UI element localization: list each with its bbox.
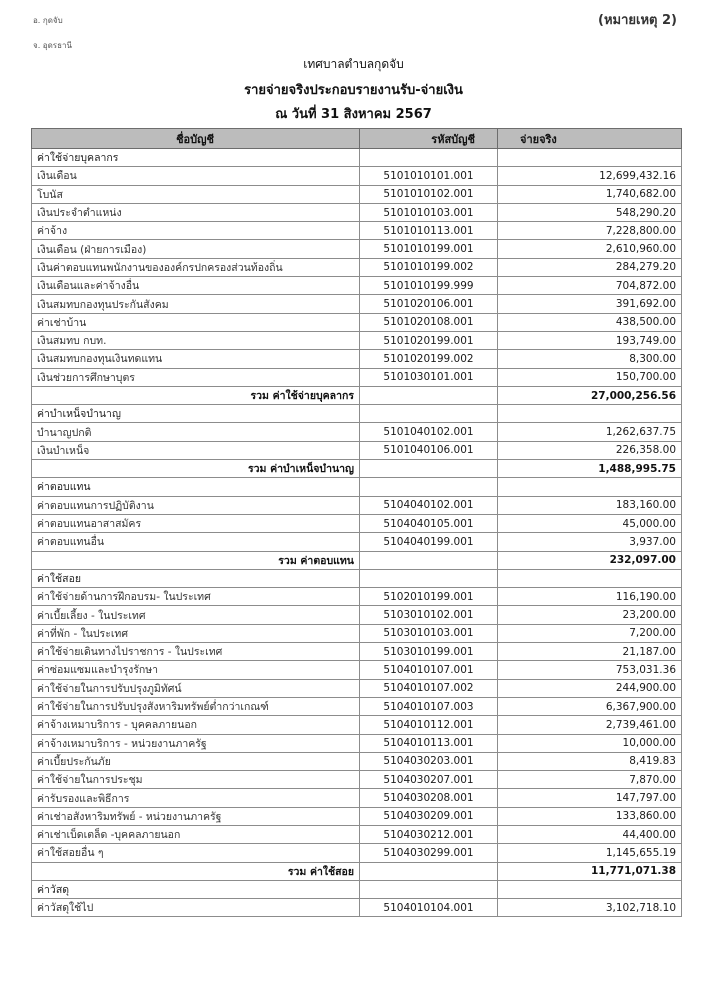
account-code-cell: 5101020199.002	[360, 350, 498, 368]
account-name-cell: รวม ค่าบำเหน็จบำนาญ	[32, 460, 360, 478]
account-code-cell: 5104030207.001	[360, 771, 498, 789]
account-name-cell: ค่าจ้างเหมาบริการ - บุคคลภายนอก	[32, 716, 360, 734]
table-row	[32, 350, 682, 368]
amount-cell	[498, 880, 682, 898]
amount-cell: 8,419.83	[498, 752, 682, 770]
account-name-cell: รวม ค่าตอบแทน	[32, 551, 360, 569]
account-name-cell: เงินสมทบ กบท.	[32, 331, 360, 349]
amount-cell: 12,699,432.16	[498, 167, 682, 185]
amount-cell: 226,358.00	[498, 441, 682, 459]
account-name-cell: ค่าซ่อมแซมและบำรุงรักษา	[32, 661, 360, 679]
account-name-cell: เงินเดือน (ฝ่ายการเมือง)	[32, 240, 360, 258]
amount-cell: 23,200.00	[498, 606, 682, 624]
report-date: ณ วันที่ 31 สิงหาคม 2567	[275, 107, 432, 122]
expense-table	[31, 128, 682, 917]
column-header-account-code: รหัสบัญชี	[360, 129, 498, 149]
amount-cell: 27,000,256.56	[498, 386, 682, 404]
account-name-cell: ค่ารับรองและพิธีการ	[32, 789, 360, 807]
account-code-cell: 5101020108.001	[360, 313, 498, 331]
amount-cell: 3,937.00	[498, 533, 682, 551]
account-code-cell	[360, 149, 498, 167]
account-name-cell: ค่าจ้าง	[32, 222, 360, 240]
account-name-cell: เงินเดือนและค่าจ้างอื่น	[32, 277, 360, 295]
account-code-cell: 5104030209.001	[360, 807, 498, 825]
amount-cell: 193,749.00	[498, 331, 682, 349]
amount-cell: 7,228,800.00	[498, 222, 682, 240]
table-header	[32, 129, 682, 149]
table-row	[32, 661, 682, 679]
account-name-cell: ค่าวัสดุใช้ไป	[32, 899, 360, 917]
amount-cell: 44,400.00	[498, 825, 682, 843]
category-row	[32, 569, 682, 587]
account-code-cell: 5104040105.001	[360, 514, 498, 532]
account-code-cell: 5103010103.001	[360, 624, 498, 642]
table-row	[32, 697, 682, 715]
account-name-cell: รวม ค่าใช้จ่ายบุคลากร	[32, 386, 360, 404]
account-code-cell: 5101010199.002	[360, 258, 498, 276]
column-header-actual-paid: จ่ายจริง	[498, 129, 682, 149]
account-name-cell: ค่าเช่าอสังหาริมทรัพย์ - หน่วยงานภาครัฐ	[32, 807, 360, 825]
amount-cell: 548,290.20	[498, 203, 682, 221]
table-row	[32, 277, 682, 295]
account-name-cell: ค่าเบี้ยเลี้ยง - ในประเทศ	[32, 606, 360, 624]
amount-cell: 232,097.00	[498, 551, 682, 569]
amount-cell: 11,771,071.38	[498, 862, 682, 880]
account-name-cell: ค่าใช้จ่ายบุคลากร	[32, 149, 360, 167]
account-code-cell	[360, 569, 498, 587]
account-name-cell: ค่าจ้างเหมาบริการ - หน่วยงานภาครัฐ	[32, 734, 360, 752]
table-row	[32, 423, 682, 441]
table-row	[32, 771, 682, 789]
account-name-cell: เงินประจำตำแหน่ง	[32, 203, 360, 221]
amount-cell: 7,870.00	[498, 771, 682, 789]
report-title: รายจ่ายจริงประกอบรายงานรับ-จ่ายเงิน	[244, 83, 463, 98]
account-name-cell: ค่าตอบแทนอื่น	[32, 533, 360, 551]
account-name-cell: ค่าใช้สอย	[32, 569, 360, 587]
account-code-cell: 5104030208.001	[360, 789, 498, 807]
subtotal-row	[32, 460, 682, 478]
amount-cell: 21,187.00	[498, 643, 682, 661]
amount-cell: 2,739,461.00	[498, 716, 682, 734]
account-code-cell: 5101030101.001	[360, 368, 498, 386]
account-name-cell: เงินค่าตอบแทนพนักงานขององค์กรปกครองส่วนท้องถิ่น	[32, 258, 360, 276]
amount-cell: 10,000.00	[498, 734, 682, 752]
account-name-cell: เงินเดือน	[32, 167, 360, 185]
table-row	[32, 496, 682, 514]
account-name-cell: ค่าเช่าเบ็ดเตล็ด -บุคคลภายนอก	[32, 825, 360, 843]
account-code-cell	[360, 478, 498, 496]
amount-cell: 183,160.00	[498, 496, 682, 514]
account-code-cell: 5101010101.001	[360, 167, 498, 185]
subtotal-row	[32, 386, 682, 404]
table-row	[32, 899, 682, 917]
table-row	[32, 240, 682, 258]
account-code-cell: 5101010102.001	[360, 185, 498, 203]
table-row	[32, 368, 682, 386]
account-name-cell: ค่าใช้สอยอื่น ๆ	[32, 844, 360, 862]
account-code-cell: 5101020106.001	[360, 295, 498, 313]
table-row	[32, 167, 682, 185]
account-name-cell: ค่าใช้จ่ายในการปรับปรุงภูมิทัศน์	[32, 679, 360, 697]
account-code-cell: 5103010102.001	[360, 606, 498, 624]
column-header-account-name: ชื่อบัญชี	[32, 129, 360, 149]
account-code-cell	[360, 551, 498, 569]
district-label: อ. กุดจับ	[33, 16, 63, 25]
amount-cell	[498, 149, 682, 167]
account-code-cell: 5104010112.001	[360, 716, 498, 734]
amount-cell: 133,860.00	[498, 807, 682, 825]
account-name-cell: รวม ค่าใช้สอย	[32, 862, 360, 880]
account-name-cell: ค่าเบี้ยประกันภัย	[32, 752, 360, 770]
amount-cell	[498, 569, 682, 587]
account-code-cell: 5104010113.001	[360, 734, 498, 752]
amount-cell: 1,262,637.75	[498, 423, 682, 441]
account-code-cell: 5104010104.001	[360, 899, 498, 917]
table-row	[32, 752, 682, 770]
account-code-cell: 5101010113.001	[360, 222, 498, 240]
table-row	[32, 679, 682, 697]
account-name-cell: โบนัส	[32, 185, 360, 203]
table-row	[32, 222, 682, 240]
table-row	[32, 716, 682, 734]
amount-cell: 8,300.00	[498, 350, 682, 368]
account-code-cell: 5101040106.001	[360, 441, 498, 459]
table-row	[32, 441, 682, 459]
category-row	[32, 405, 682, 423]
account-code-cell: 5104010107.002	[360, 679, 498, 697]
account-name-cell: ค่าใช้จ่ายเดินทางไปราชการ - ในประเทศ	[32, 643, 360, 661]
account-name-cell: เงินช่วยการศึกษาบุตร	[32, 368, 360, 386]
amount-cell: 7,200.00	[498, 624, 682, 642]
account-code-cell: 5102010199.001	[360, 588, 498, 606]
account-code-cell: 5101010199.001	[360, 240, 498, 258]
category-row	[32, 880, 682, 898]
table-row	[32, 514, 682, 532]
subtotal-row	[32, 551, 682, 569]
amount-cell: 438,500.00	[498, 313, 682, 331]
account-code-cell	[360, 880, 498, 898]
table-row	[32, 643, 682, 661]
account-code-cell	[360, 405, 498, 423]
account-code-cell: 5104030212.001	[360, 825, 498, 843]
account-code-cell: 5104010107.003	[360, 697, 498, 715]
account-name-cell: ค่าใช้จ่ายด้านการฝึกอบรม- ในประเทศ	[32, 588, 360, 606]
account-name-cell: ค่าเช่าบ้าน	[32, 313, 360, 331]
account-code-cell: 5103010199.001	[360, 643, 498, 661]
table-row	[32, 258, 682, 276]
table-row	[32, 844, 682, 862]
province-label: จ. อุดรธานี	[33, 41, 72, 50]
account-code-cell: 5104040102.001	[360, 496, 498, 514]
account-name-cell: เงินสมทบกองทุนประกันสังคม	[32, 295, 360, 313]
account-code-cell: 5104030203.001	[360, 752, 498, 770]
category-row	[32, 478, 682, 496]
account-name-cell: เงินสมทบกองทุนเงินทดแทน	[32, 350, 360, 368]
amount-cell	[498, 405, 682, 423]
subtotal-row	[32, 862, 682, 880]
account-name-cell: ค่าใช้จ่ายในการปรับปรุงสังหาริมทรัพย์ต่ำกว่าเกณฑ์	[32, 697, 360, 715]
amount-cell: 2,610,960.00	[498, 240, 682, 258]
amount-cell: 244,900.00	[498, 679, 682, 697]
table-row	[32, 331, 682, 349]
amount-cell: 753,031.36	[498, 661, 682, 679]
account-code-cell	[360, 386, 498, 404]
table-row	[32, 807, 682, 825]
account-name-cell: ค่าใช้จ่ายในการประชุม	[32, 771, 360, 789]
account-code-cell: 5104010107.001	[360, 661, 498, 679]
account-name-cell: ค่าตอบแทนอาสาสมัคร	[32, 514, 360, 532]
account-code-cell	[360, 460, 498, 478]
table-row	[32, 825, 682, 843]
table-row	[32, 185, 682, 203]
amount-cell: 391,692.00	[498, 295, 682, 313]
table-row	[32, 588, 682, 606]
amount-cell: 284,279.20	[498, 258, 682, 276]
table-row	[32, 606, 682, 624]
amount-cell: 3,102,718.10	[498, 899, 682, 917]
table-row	[32, 203, 682, 221]
amount-cell: 704,872.00	[498, 277, 682, 295]
account-name-cell: ค่าวัสดุ	[32, 880, 360, 898]
table-row	[32, 624, 682, 642]
account-code-cell: 5101010103.001	[360, 203, 498, 221]
amount-cell	[498, 478, 682, 496]
table-row	[32, 789, 682, 807]
account-code-cell: 5104030299.001	[360, 844, 498, 862]
table-row	[32, 295, 682, 313]
account-code-cell: 5104040199.001	[360, 533, 498, 551]
account-code-cell	[360, 862, 498, 880]
table-row	[32, 734, 682, 752]
amount-cell: 150,700.00	[498, 368, 682, 386]
amount-cell: 147,797.00	[498, 789, 682, 807]
account-name-cell: ค่าตอบแทนการปฏิบัติงาน	[32, 496, 360, 514]
organization-name: เทศบาลตำบลกุดจับ	[303, 57, 404, 71]
account-code-cell: 5101040102.001	[360, 423, 498, 441]
amount-cell: 6,367,900.00	[498, 697, 682, 715]
account-name-cell: ค่าบำเหน็จบำนาญ	[32, 405, 360, 423]
account-name-cell: เงินบำเหน็จ	[32, 441, 360, 459]
account-name-cell: ค่าที่พัก - ในประเทศ	[32, 624, 360, 642]
table-body	[32, 149, 682, 917]
amount-cell: 1,145,655.19	[498, 844, 682, 862]
account-name-cell: บำนาญปกติ	[32, 423, 360, 441]
amount-cell: 1,488,995.75	[498, 460, 682, 478]
account-code-cell: 5101010199.999	[360, 277, 498, 295]
amount-cell: 1,740,682.00	[498, 185, 682, 203]
amount-cell: 116,190.00	[498, 588, 682, 606]
table-row	[32, 313, 682, 331]
account-code-cell: 5101020199.001	[360, 331, 498, 349]
category-row	[32, 149, 682, 167]
note-reference: (หมายเหตุ 2)	[598, 13, 677, 28]
table-row	[32, 533, 682, 551]
account-name-cell: ค่าตอบแทน	[32, 478, 360, 496]
amount-cell: 45,000.00	[498, 514, 682, 532]
